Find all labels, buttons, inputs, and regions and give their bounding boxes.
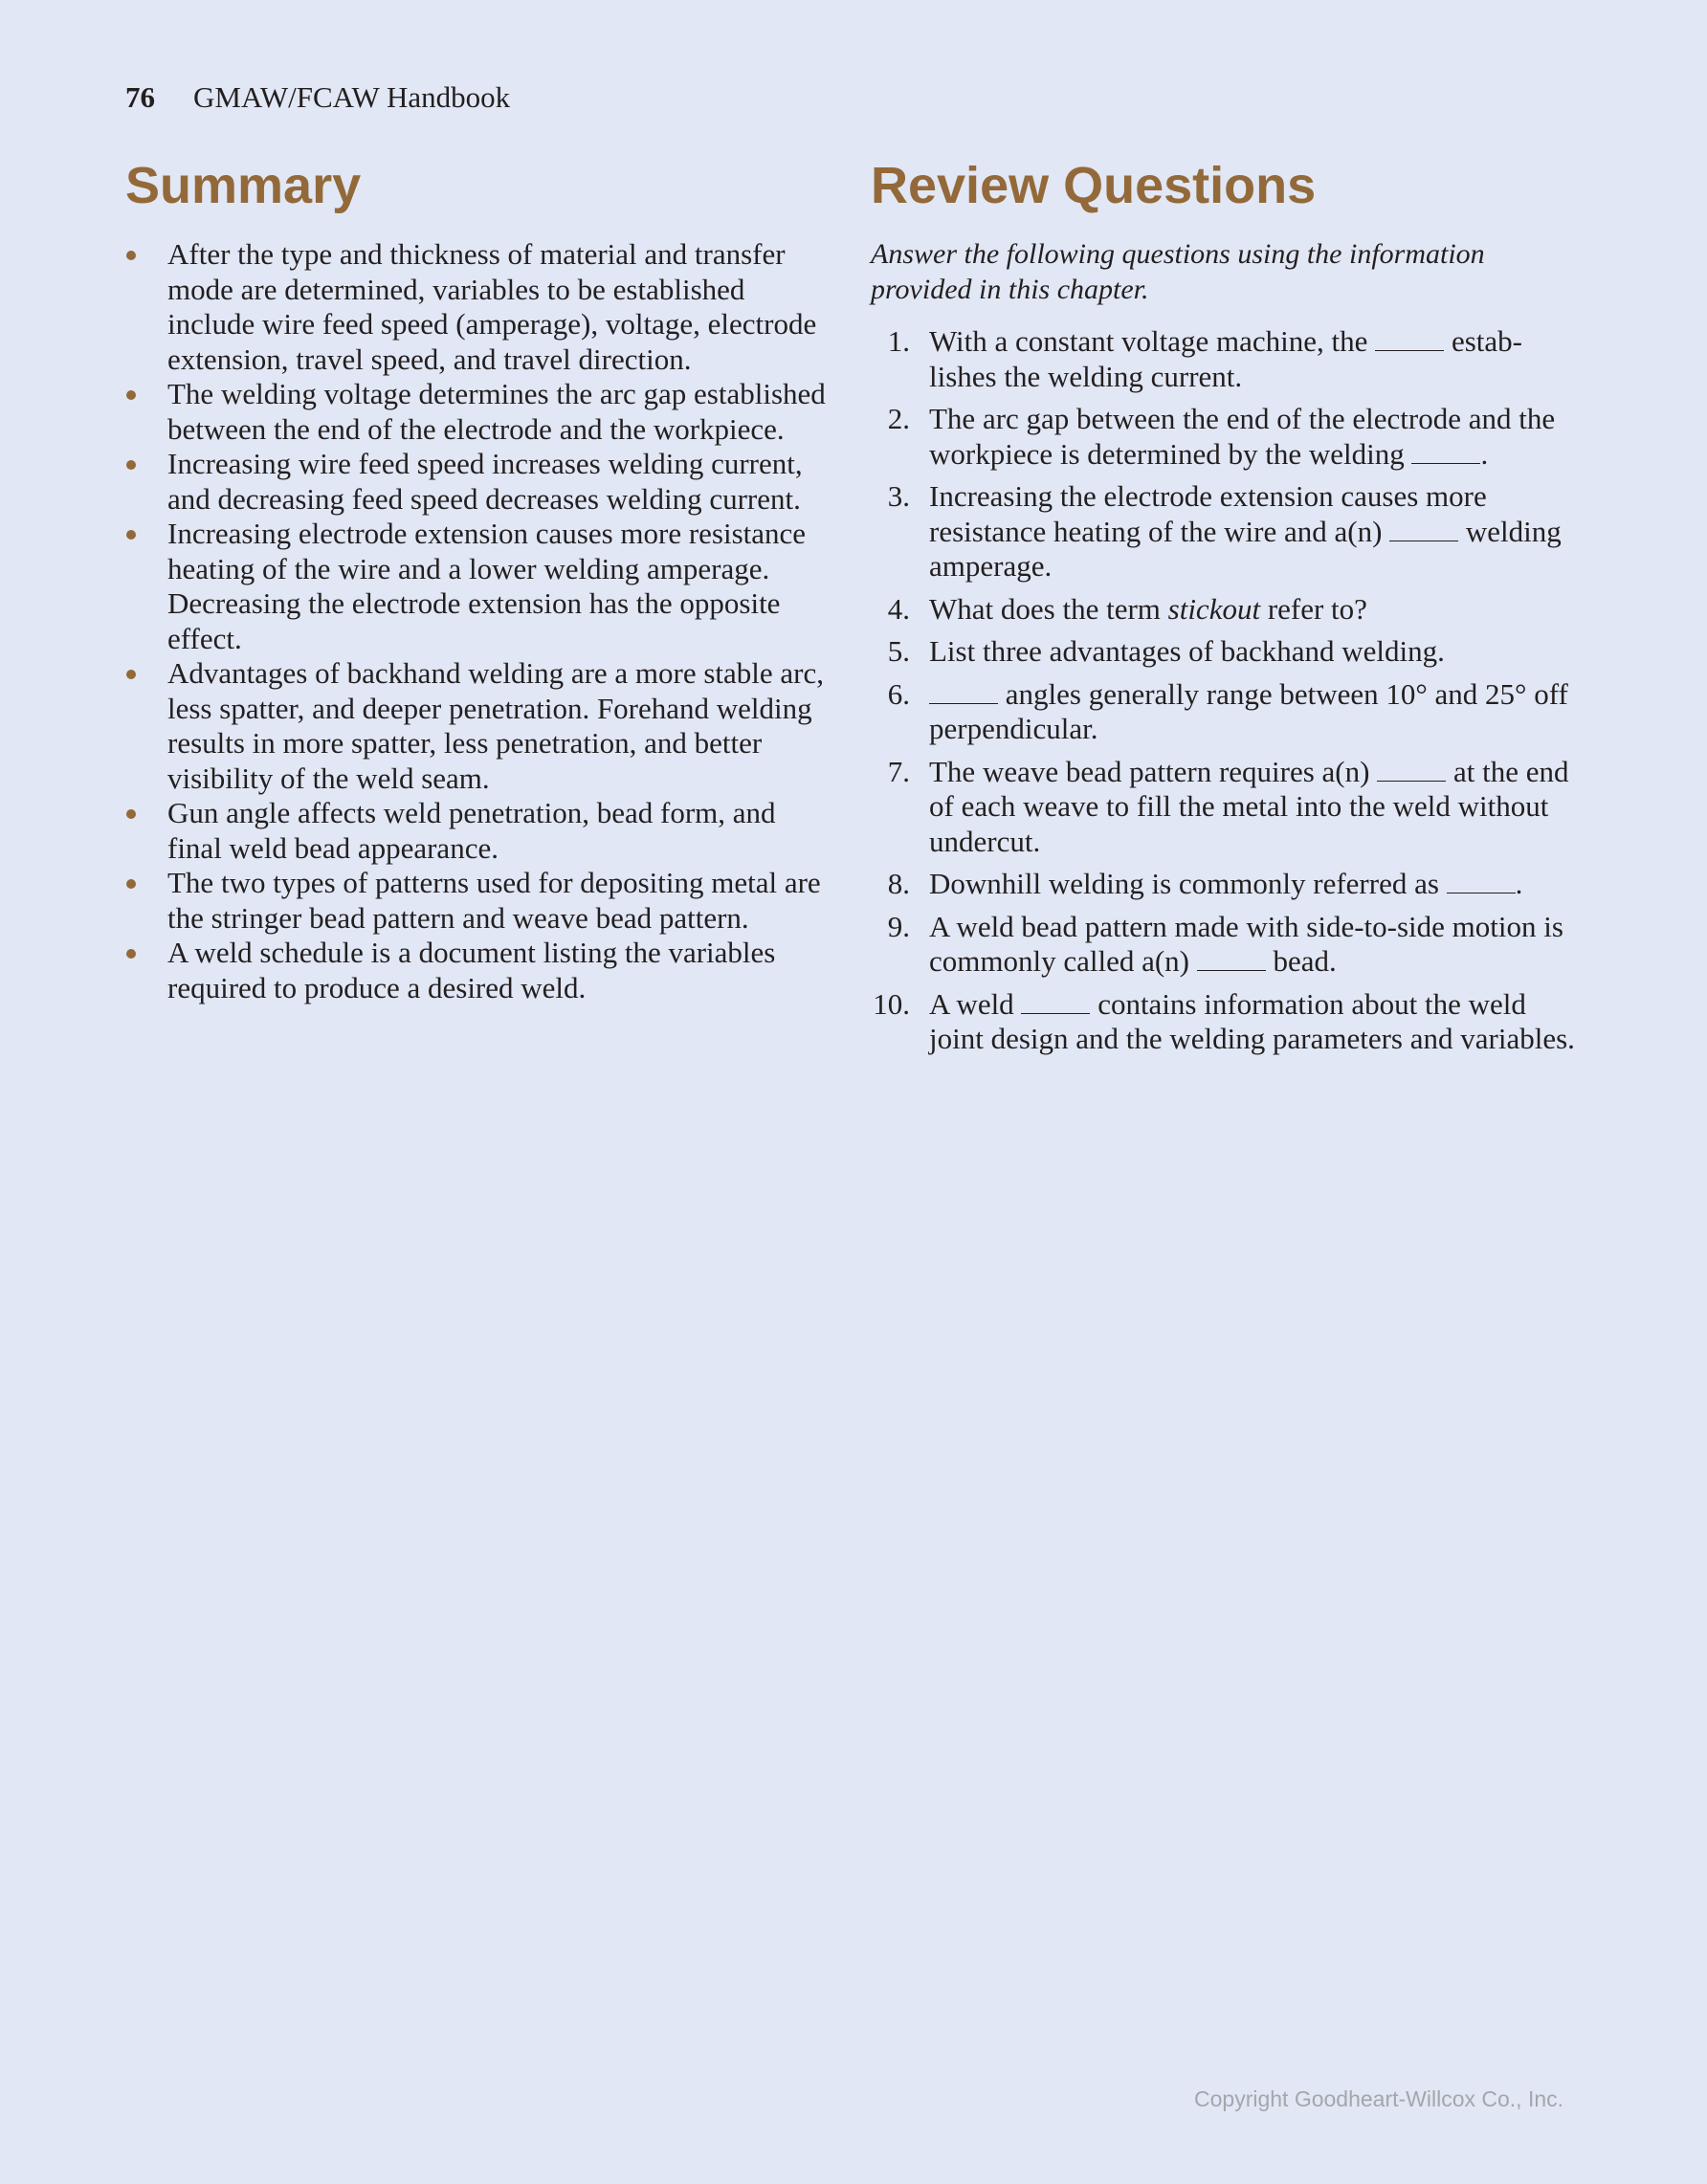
summary-item-text: Gun angle affects weld penetration, bead form, and final weld bead appearance. — [167, 796, 776, 865]
answer-blank — [1447, 871, 1516, 893]
answer-blank — [1377, 760, 1446, 782]
summary-item — [125, 517, 833, 656]
question-text — [929, 677, 1579, 747]
question-text — [929, 324, 1579, 394]
summary-item — [125, 377, 833, 447]
summary-item-text: The two types of patterns used for depositing metal are the stringer bead pattern and weave bead pattern. — [167, 866, 821, 935]
question-number: 2. — [887, 402, 910, 435]
question-text-after: . — [1480, 436, 1489, 471]
summary-item-text: Advantages of backhand welding are a more stable arc, less spatter, and deeper penetration. Forehand welding results in more spatter, less penetration, and better visibility of the weld seam. — [167, 656, 825, 795]
review-question — [871, 402, 1579, 472]
review-question — [871, 910, 1579, 980]
question-text-after: refer to? — [1267, 591, 1367, 626]
summary-item-text: After the type and thickness of material and transfer mode are determined, variables to be established include wire feed speed (amperage), voltage, electrode extension, travel speed, and travel direction. — [167, 237, 817, 376]
question-number: 3. — [887, 479, 910, 513]
question-number: 10. — [873, 986, 910, 1021]
question-number: 1. — [887, 324, 910, 358]
question-text-after: contains information about the weld joint design and the welding parameters and variables. — [929, 986, 1575, 1055]
summary-section — [125, 151, 833, 1005]
question-text — [929, 592, 1579, 628]
bullet-icon — [126, 530, 136, 540]
review-question — [871, 634, 1579, 670]
question-text — [929, 755, 1579, 860]
question-text-before: Increasing the electrode extension causes more resistance heating of the wire and a(n) — [929, 479, 1487, 548]
answer-blank — [1389, 519, 1458, 541]
question-text-before: What does the term — [929, 591, 1161, 626]
running-header — [125, 75, 510, 121]
answer-blank — [1411, 442, 1480, 464]
summary-item-text: Increasing wire feed speed increases welding current, and decreasing feed speed decreases welding current. — [167, 447, 803, 516]
bullet-icon — [126, 460, 136, 470]
question-number: 5. — [887, 634, 910, 668]
question-text-before: A weld — [929, 986, 1014, 1021]
review-question — [871, 755, 1579, 860]
review-question — [871, 592, 1579, 628]
review-question — [871, 324, 1579, 394]
review-intro: Answer the following questions using the information provided in this chapter. — [871, 238, 1485, 305]
page-number: 76 — [125, 80, 155, 114]
summary-item — [125, 447, 833, 517]
question-list — [871, 324, 1579, 1057]
answer-blank — [929, 682, 998, 704]
question-text-after: . — [1515, 867, 1523, 900]
bullet-icon — [126, 251, 136, 260]
question-text-after: at the end of each weave to fill the metal into the weld without undercut. — [929, 754, 1569, 858]
summary-item — [125, 796, 833, 866]
book-title: GMAW/FCAW Handbook — [193, 80, 511, 114]
bullet-icon — [126, 390, 136, 400]
question-number: 4. — [887, 591, 910, 626]
question-text — [929, 910, 1579, 980]
summary-item-text: The welding voltage determines the arc gap established between the end of the electrode and the workpiece. — [167, 377, 826, 446]
question-text-before: A weld bead pattern made with side-to-side motion is commonly called a(n) — [929, 909, 1563, 978]
question-text-after: bead. — [1273, 944, 1337, 978]
question-text — [929, 987, 1579, 1057]
question-text-after: angles generally range between 10° and 25° off perpendicular. — [929, 676, 1568, 745]
answer-blank — [1375, 329, 1444, 351]
question-text-before: The weave bead pattern requires a(n) — [929, 754, 1370, 788]
summary-item — [125, 656, 833, 796]
question-emphasis: stickout — [1167, 591, 1261, 626]
summary-item-text: A weld schedule is a document listing the variables required to produce a desired weld. — [167, 936, 776, 1004]
question-text — [929, 634, 1579, 670]
summary-item — [125, 936, 833, 1005]
summary-item-text: Increasing electrode extension causes more resistance heating of the wire and a lower welding amperage. Decreasing the electrode extension has the opposite effect. — [167, 517, 807, 655]
bullet-icon — [126, 670, 136, 679]
question-text-before: With a constant voltage machine, the — [929, 324, 1368, 358]
review-question — [871, 867, 1579, 902]
review-question — [871, 479, 1579, 585]
review-question — [871, 677, 1579, 747]
question-text — [929, 479, 1579, 585]
bullet-icon — [126, 879, 136, 889]
question-text-before: Downhill welding is commonly referred as — [929, 867, 1439, 900]
question-text-before: The arc gap between the end of the electrode and the workpiece is determined by the welding — [929, 402, 1556, 471]
question-text — [929, 867, 1579, 902]
question-text — [929, 402, 1579, 472]
copyright-footer: Copyright Goodheart-Willcox Co., Inc. — [1194, 2086, 1564, 2111]
review-questions-section — [871, 151, 1579, 1065]
question-number: 9. — [887, 909, 910, 943]
question-text-before: List three advantages of backhand welding. — [929, 634, 1445, 668]
question-number: 7. — [887, 754, 910, 788]
question-number: 6. — [887, 676, 910, 711]
question-text-after: establishes the welding current. — [929, 324, 1522, 393]
summary-list — [125, 237, 833, 1005]
bullet-icon — [126, 809, 136, 819]
review-questions-title: Review Questions — [871, 157, 1317, 214]
question-number: 8. — [887, 867, 910, 900]
summary-item — [125, 237, 833, 377]
answer-blank — [1021, 992, 1090, 1014]
answer-blank — [1197, 949, 1266, 971]
review-question — [871, 987, 1579, 1057]
summary-item — [125, 866, 833, 936]
bullet-icon — [126, 949, 136, 959]
question-text-after: welding amperage. — [929, 514, 1562, 583]
summary-title: Summary — [125, 157, 362, 214]
